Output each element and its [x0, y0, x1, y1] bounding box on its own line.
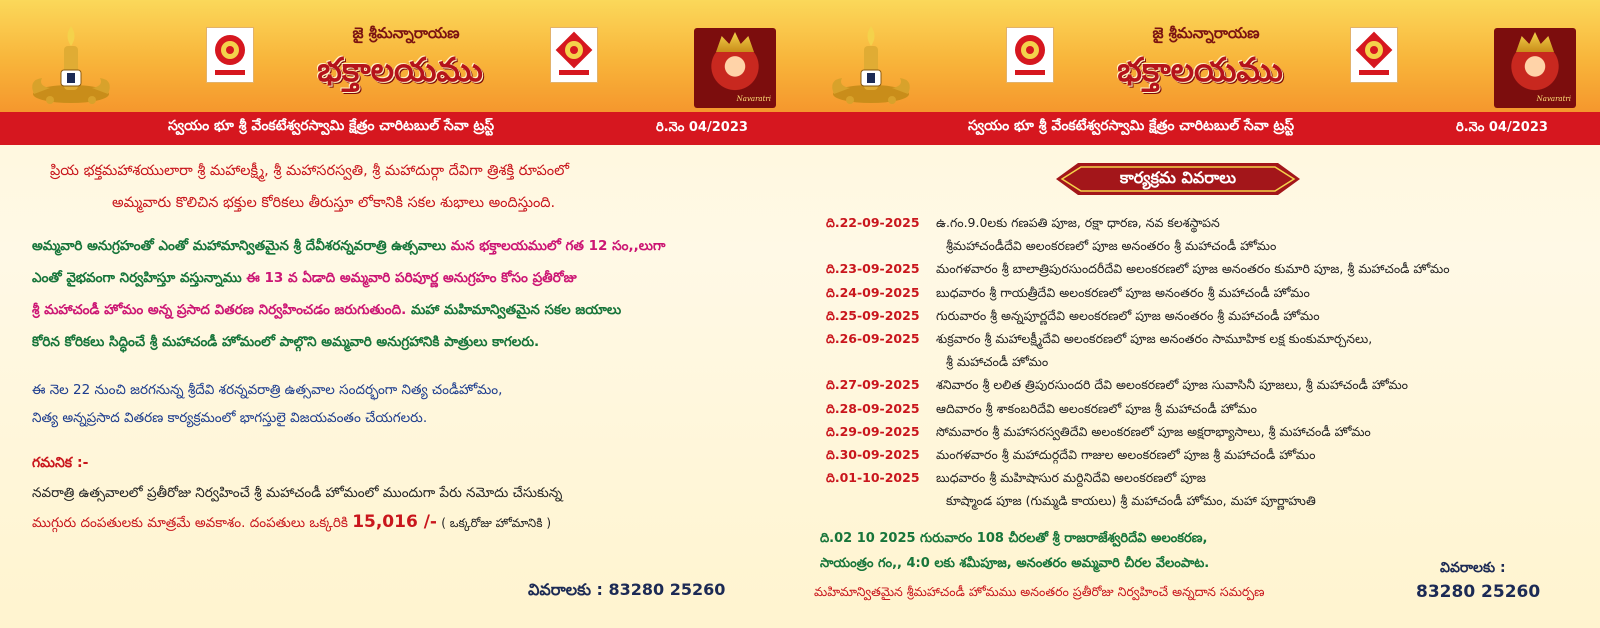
schedule-text: ఉ.గం.9.0లకు గణపతి పూజ, రక్షా ధారణ, నవ కలశస్థాపన: [936, 215, 1220, 230]
schedule-text: మంగళవారం శ్రీ మహాదుర్గదేవి గాజుల అలంకరణలో పూజ శ్రీ మహాచండీ హోమం: [936, 447, 1316, 462]
note-label: గమనిక :-: [32, 455, 89, 471]
price: 15,016 /-: [352, 512, 437, 532]
para2-line: నిత్య అన్నప్రసాద వితరణ కార్యక్రమంలో భాగస్తులై విజయవంతం చేయగలరు.: [32, 410, 428, 426]
schedule-text: శనివారం శ్రీ లలిత త్రిపురసుందరి దేవి అలంకరణలో పూజ సువాసినీ పూజలు, శ్రీ మహాచండీ హోమం: [936, 377, 1409, 393]
schedule-text: ఆదివారం శ్రీ శాకంబరిదేవి అలంకరణలో పూజ శ్రీ మహాచండీ హోమం: [936, 400, 1257, 416]
emblem-icon: [1350, 27, 1398, 83]
temple-title: భక్తాలయము: [317, 50, 483, 89]
schedule-date: ది.01-10-2025: [826, 470, 920, 486]
schedule-date: ది.22-09-2025: [826, 215, 920, 230]
schedule-date: ది.26-09-2025: [826, 331, 920, 346]
schedule-date: ది.25-09-2025: [826, 307, 920, 323]
schedule-date: ది.27-09-2025: [826, 377, 920, 393]
para1-line: కోరిన కోరికలు సిద్ధించే శ్రీ మహాచండీ హోమంలో పాల్గొని అమ్మవారి అనుగ్రహానికి పాత్రులు కాగలరు.: [32, 334, 540, 350]
emblem-icon: [206, 27, 254, 83]
temple-title: భక్తాలయము: [1117, 50, 1283, 89]
final-line: మహిమాన్వితమైన శ్రీమహాచండీ హోమము అనంతరం ప్రతీరోజు నిర్వహించే అన్నదాన సమర్పణ: [814, 584, 1265, 599]
schedule-date: ది.28-09-2025: [826, 400, 920, 416]
para1-line: అమ్మవారి అనుగ్రహంతో ఎంతో మహామాన్వితమైన శ్రీ దేవీశరన్నవరాత్రి ఉత్సవాలు మన భక్తాలయములో గత 12 సం,,లుగా: [32, 238, 666, 254]
schedule-text: శ్రీ మహాచండీ హోమం: [946, 354, 1049, 370]
schedule-text: బుధవారం శ్రీ మహిషాసుర మర్దినిదేవి అలంకరణలో పూజ: [936, 470, 1206, 486]
contact-label: వివరాలకు :: [1440, 560, 1506, 576]
intro-line: అమ్మవారు కొలిచిన భక్తుల కోరికలు తీరుస్తూ లోకానికి సకల శుభాలు అందిస్తుంది.: [112, 195, 556, 211]
registration-number: రి.నెం 04/2023: [1456, 120, 1548, 135]
final-line: సాయంత్రం గం,, 4:0 లకు శమీపూజ, అనంతరం అమ్మవారి చీరల వేలంపాట.: [820, 556, 1210, 571]
trust-name: స్వయం భూ శ్రీ వేంకటేశ్వరస్వామి క్షేత్రం చారిటబుల్ సేవా ట్రస్ట్: [168, 118, 495, 134]
right-panel: [800, 0, 1600, 628]
schedule-date: ది.30-09-2025: [826, 447, 920, 462]
oil-lamp-icon: [828, 24, 914, 108]
schedule-date: ది.24-09-2025: [826, 284, 920, 300]
left-contact: వివరాలకు : 83280 25260: [528, 580, 726, 599]
tagline: జై శ్రీమన్నారాయణ: [1152, 24, 1260, 42]
para1-line: శ్రీ మహాచండీ హోమం అన్న ప్రసాద వితరణ నిర్వహించడం జరుగుతుంది. మహా మహిమాన్వితమైన సకల జయాలు: [32, 302, 622, 318]
para1-line: ఎంతో వైభవంగా నిర్వహిస్తూ వస్తున్నాము ఈ 13 వ ఏడాది అమ్మవారి పరిపూర్ణ అనుగ్రహం కోసం ప్రతీరోజు: [32, 270, 577, 286]
schedule-text: సోమవారం శ్రీ మహాసరస్వతిదేవి అలంకరణలో పూజ అక్షరాభ్యాసాలు, శ్రీ మహాచండీ హోమం: [936, 423, 1371, 439]
section-title: కార్యక్రమ వివరాలు: [1119, 168, 1237, 187]
section-title-banner: [1056, 161, 1300, 197]
schedule-text: గురువారం శ్రీ అన్నపూర్ణదేవి అలంకరణలో పూజ అనంతరం శ్రీ మహాచండీ హోమం: [936, 307, 1320, 323]
schedule-text: శుక్రవారం శ్రీ మహాలక్ష్మీదేవి అలంకరణలో పూజ అనంతరం సామూహిక లక్ష కుంకుమార్చనలు,: [936, 331, 1373, 346]
emblem-icon: [550, 27, 598, 83]
schedule-text: శ్రీమహాచండీదేవి అలంకరణలో పూజ అనంతరం శ్రీ మహాచండీ హోమం: [946, 238, 1277, 254]
registration-number: రి.నెం 04/2023: [656, 120, 748, 135]
schedule-text: కూష్మాండ పూజ (గుమ్మడి కాయలు) శ్రీ మహాచండీ హోమం, మహా పూర్ణాహుతి: [946, 493, 1316, 509]
schedule-date: ది.23-09-2025: [826, 261, 920, 277]
final-line: ది.02 10 2025 గురువారం 108 చీరలతో శ్రీ రాజరాజేశ్వరిదేవి అలంకరణ,: [820, 531, 1208, 546]
para2-line: ఈ నెల 22 నుంచి జరగనున్న శ్రీదేవి శరన్నవరాత్రి ఉత్సవాల సందర్భంగా నిత్య చండీహోమం,: [32, 382, 503, 398]
note-line: నవరాత్రి ఉత్సవాలలో ప్రతీరోజు నిర్వహించే శ్రీ మహాచండీ హోమంలో ముందుగా పేరు నమోదు చేసుకున్న: [32, 485, 563, 501]
schedule-text: మంగళవారం శ్రీ బాలాత్రిపురసుందరీదేవి అలంకరణలో పూజ అనంతరం కుమారి పూజ, శ్రీ మహాచండీ హోమం: [936, 261, 1450, 277]
oil-lamp-icon: [28, 24, 114, 108]
emblem-icon: [1006, 27, 1054, 83]
note-line: ముగ్గురు దంపతులకు మాత్రమే అవకాశం. దంపతులు ఒక్కరికి 15,016 /- ( ఒక్కరోజు హోమానికి ): [32, 512, 551, 532]
schedule-text: బుధవారం శ్రీ గాయత్రీదేవి అలంకరణలో పూజ అనంతరం శ్రీ మహాచండీ హోమం: [936, 284, 1310, 300]
intro-line: ప్రియ భక్తమహాశయులారా శ్రీ మహాలక్ష్మీ, శ్రీ మహాసరస్వతి, శ్రీ మహాదుర్గా దేవిగా త్రిశక్తి రూపంలో: [50, 163, 570, 179]
schedule-date: ది.29-09-2025: [826, 423, 920, 439]
trust-name: స్వయం భూ శ్రీ వేంకటేశ్వరస్వామి క్షేత్రం చారిటబుల్ సేవా ట్రస్ట్: [968, 118, 1295, 134]
contact-number: 83280 25260: [1416, 582, 1541, 602]
tagline: జై శ్రీమన్నారాయణ: [352, 24, 460, 42]
goddess-image: Navaratri: [694, 28, 776, 108]
goddess-image: Navaratri: [1494, 28, 1576, 108]
